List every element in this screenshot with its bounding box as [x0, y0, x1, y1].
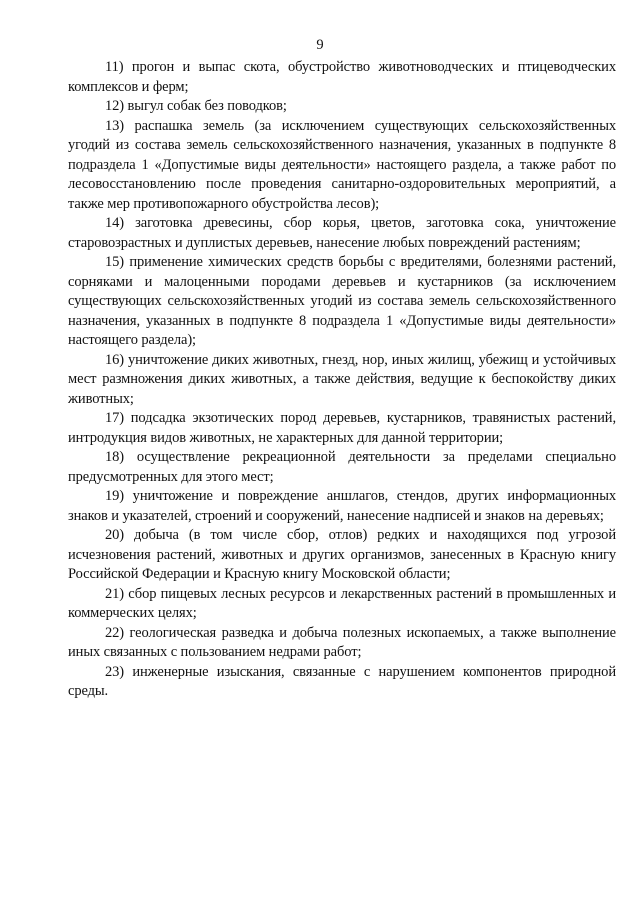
- list-item-17: 17) подсадка экзотических пород деревьев, кустарников, травянистых растений, интродукция видов животных, не характерных для данной территории;: [68, 410, 616, 446]
- list-item-19: 19) уничтожение и повреждение аншлагов, стендов, других информационных знаков и указателей, строений и сооружений, нанесение надписей и знаков на деревьях;: [68, 488, 616, 524]
- list-item-13: 13) распашка земель (за исключением существующих сельскохозяйственных угодий из состава земель сельскохозяйственного назначения, указанных в подпункте 8 подраздела 1 «Допустимые виды деятельности» настоящего раздела, а также работ по лесовосстановлению после проведения санитарно-оздоровительных мероприятий, а также мер противопожарного обустройства лесов);: [68, 117, 616, 212]
- list-item-21: 21) сбор пищевых лесных ресурсов и лекарственных растений в промышленных и коммерческих целях;: [68, 585, 616, 621]
- list-item-16: 16) уничтожение диких животных, гнезд, нор, иных жилищ, убежищ и устойчивых мест размножения диких животных, а также действия, ведущие к беспокойству диких животных;: [68, 351, 616, 407]
- document-body: [68, 58, 616, 702]
- list-item-11: 11) прогон и выпас скота, обустройство животноводческих и птицеводческих комплексов и ферм;: [68, 59, 616, 95]
- list-item-12: 12) выгул собак без поводков;: [105, 98, 287, 114]
- list-item-14: 14) заготовка древесины, сбор корья, цветов, заготовка сока, уничтожение старовозрастных и дуплистых деревьев, нанесение любых повреждений растениям;: [68, 215, 616, 251]
- list-item-22: 22) геологическая разведка и добыча полезных ископаемых, а также выполнение иных связанных с пользованием недрами работ;: [68, 624, 616, 660]
- list-item-18: 18) осуществление рекреационной деятельности за пределами специально предусмотренных для этого мест;: [68, 449, 616, 485]
- list-item-23: 23) инженерные изыскания, связанные с нарушением компонентов природной среды.: [68, 663, 616, 699]
- list-item-15: 15) применение химических средств борьбы с вредителями, болезнями растений, сорняками и малоценными породами деревьев и кустарников (за исключением существующих сельскохозяйственных угодий из состава земель сельскохозяйственного назначения, указанных в подпункте 8 подраздела 1 «Допустимые виды деятельности» настоящего раздела);: [68, 254, 616, 348]
- list-item-20: 20) добыча (в том числе сбор, отлов) редких и находящихся под угрозой исчезновения растений, животных и других организмов, занесенных в Красную книгу Российской Федерации и Красную книгу Московской области;: [68, 527, 616, 582]
- page-number: 9: [316, 37, 324, 53]
